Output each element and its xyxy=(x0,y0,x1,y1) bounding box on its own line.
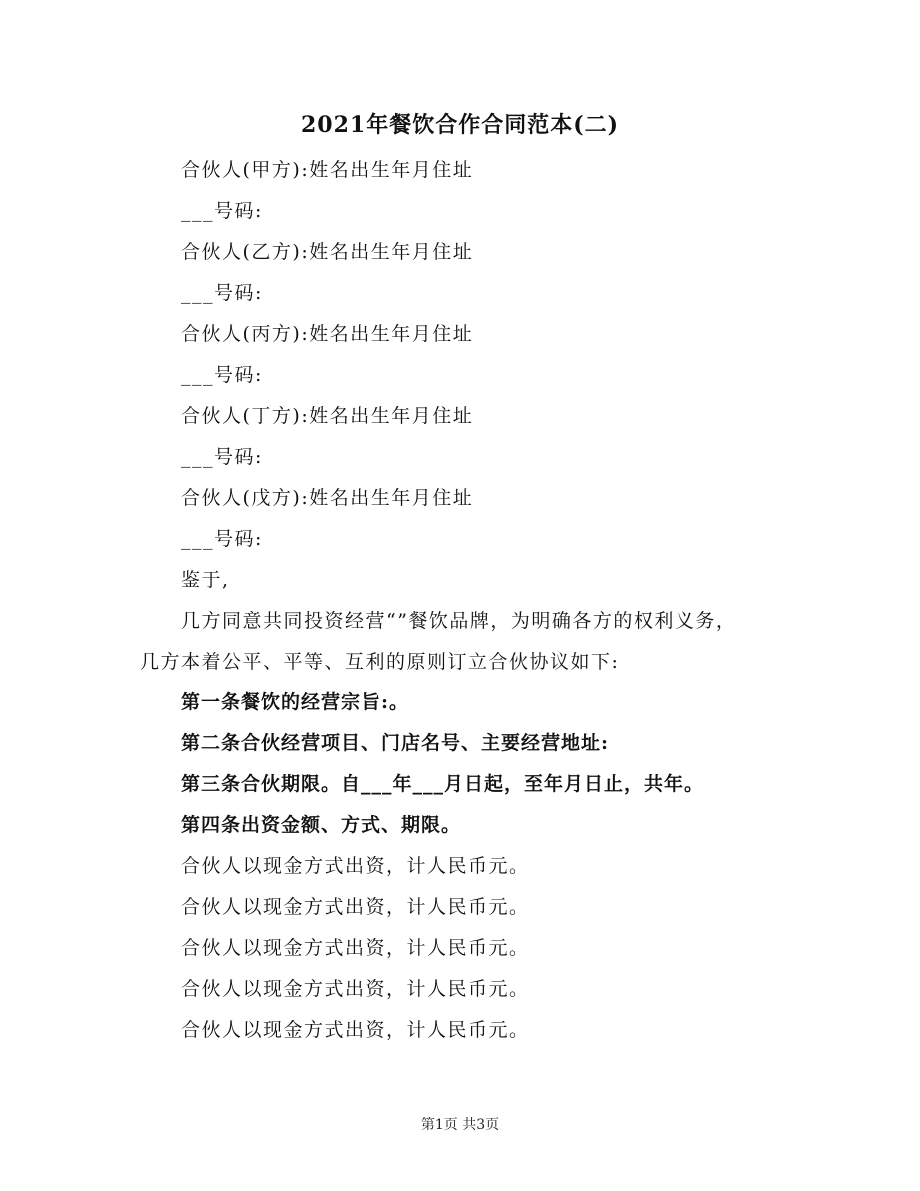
contribution-line-2: 合伙人以现金方式出资，计人民币元。 xyxy=(181,896,530,918)
party-number-ding: ___号码: xyxy=(181,446,263,468)
party-number-wu: ___号码: xyxy=(181,528,263,550)
article-2: 第二条合伙经营项目、门店名号、主要经营地址: xyxy=(181,732,610,754)
page-footer: 第1页 共3页 xyxy=(420,1117,500,1133)
party-number-jia: ___号码: xyxy=(181,200,263,222)
contribution-line-1: 合伙人以现金方式出资，计人民币元。 xyxy=(181,855,530,877)
contribution-line-4: 合伙人以现金方式出资，计人民币元。 xyxy=(181,978,530,1000)
whereas-text: 鉴于, xyxy=(181,569,230,591)
article-1: 第一条餐饮的经营宗旨:。 xyxy=(181,691,410,713)
intro-paragraph-line-1: 几方同意共同投资经营“”餐饮品牌，为明确各方的权利义务， xyxy=(181,610,737,632)
party-line-wu: 合伙人(戊方):姓名出生年月住址 xyxy=(181,487,474,509)
article-4: 第四条出资金额、方式、期限。 xyxy=(181,814,462,836)
party-line-ding: 合伙人(丁方):姓名出生年月住址 xyxy=(181,405,474,427)
document-title: 2021年餐饮合作合同范本(二) xyxy=(300,112,620,138)
intro-paragraph-line-2: 几方本着公平、平等、互利的原则订立合伙协议如下: xyxy=(140,651,620,673)
article-3: 第三条合伙期限。自___年___月日起，至年月日止，共年。 xyxy=(181,773,705,795)
party-line-yi: 合伙人(乙方):姓名出生年月住址 xyxy=(181,241,474,263)
party-line-bing: 合伙人(丙方):姓名出生年月住址 xyxy=(181,323,474,345)
party-number-yi: ___号码: xyxy=(181,282,263,304)
contribution-line-3: 合伙人以现金方式出资，计人民币元。 xyxy=(181,937,530,959)
party-number-bing: ___号码: xyxy=(181,364,263,386)
contribution-line-5: 合伙人以现金方式出资，计人民币元。 xyxy=(181,1019,530,1041)
party-line-jia: 合伙人(甲方):姓名出生年月住址 xyxy=(181,159,474,181)
